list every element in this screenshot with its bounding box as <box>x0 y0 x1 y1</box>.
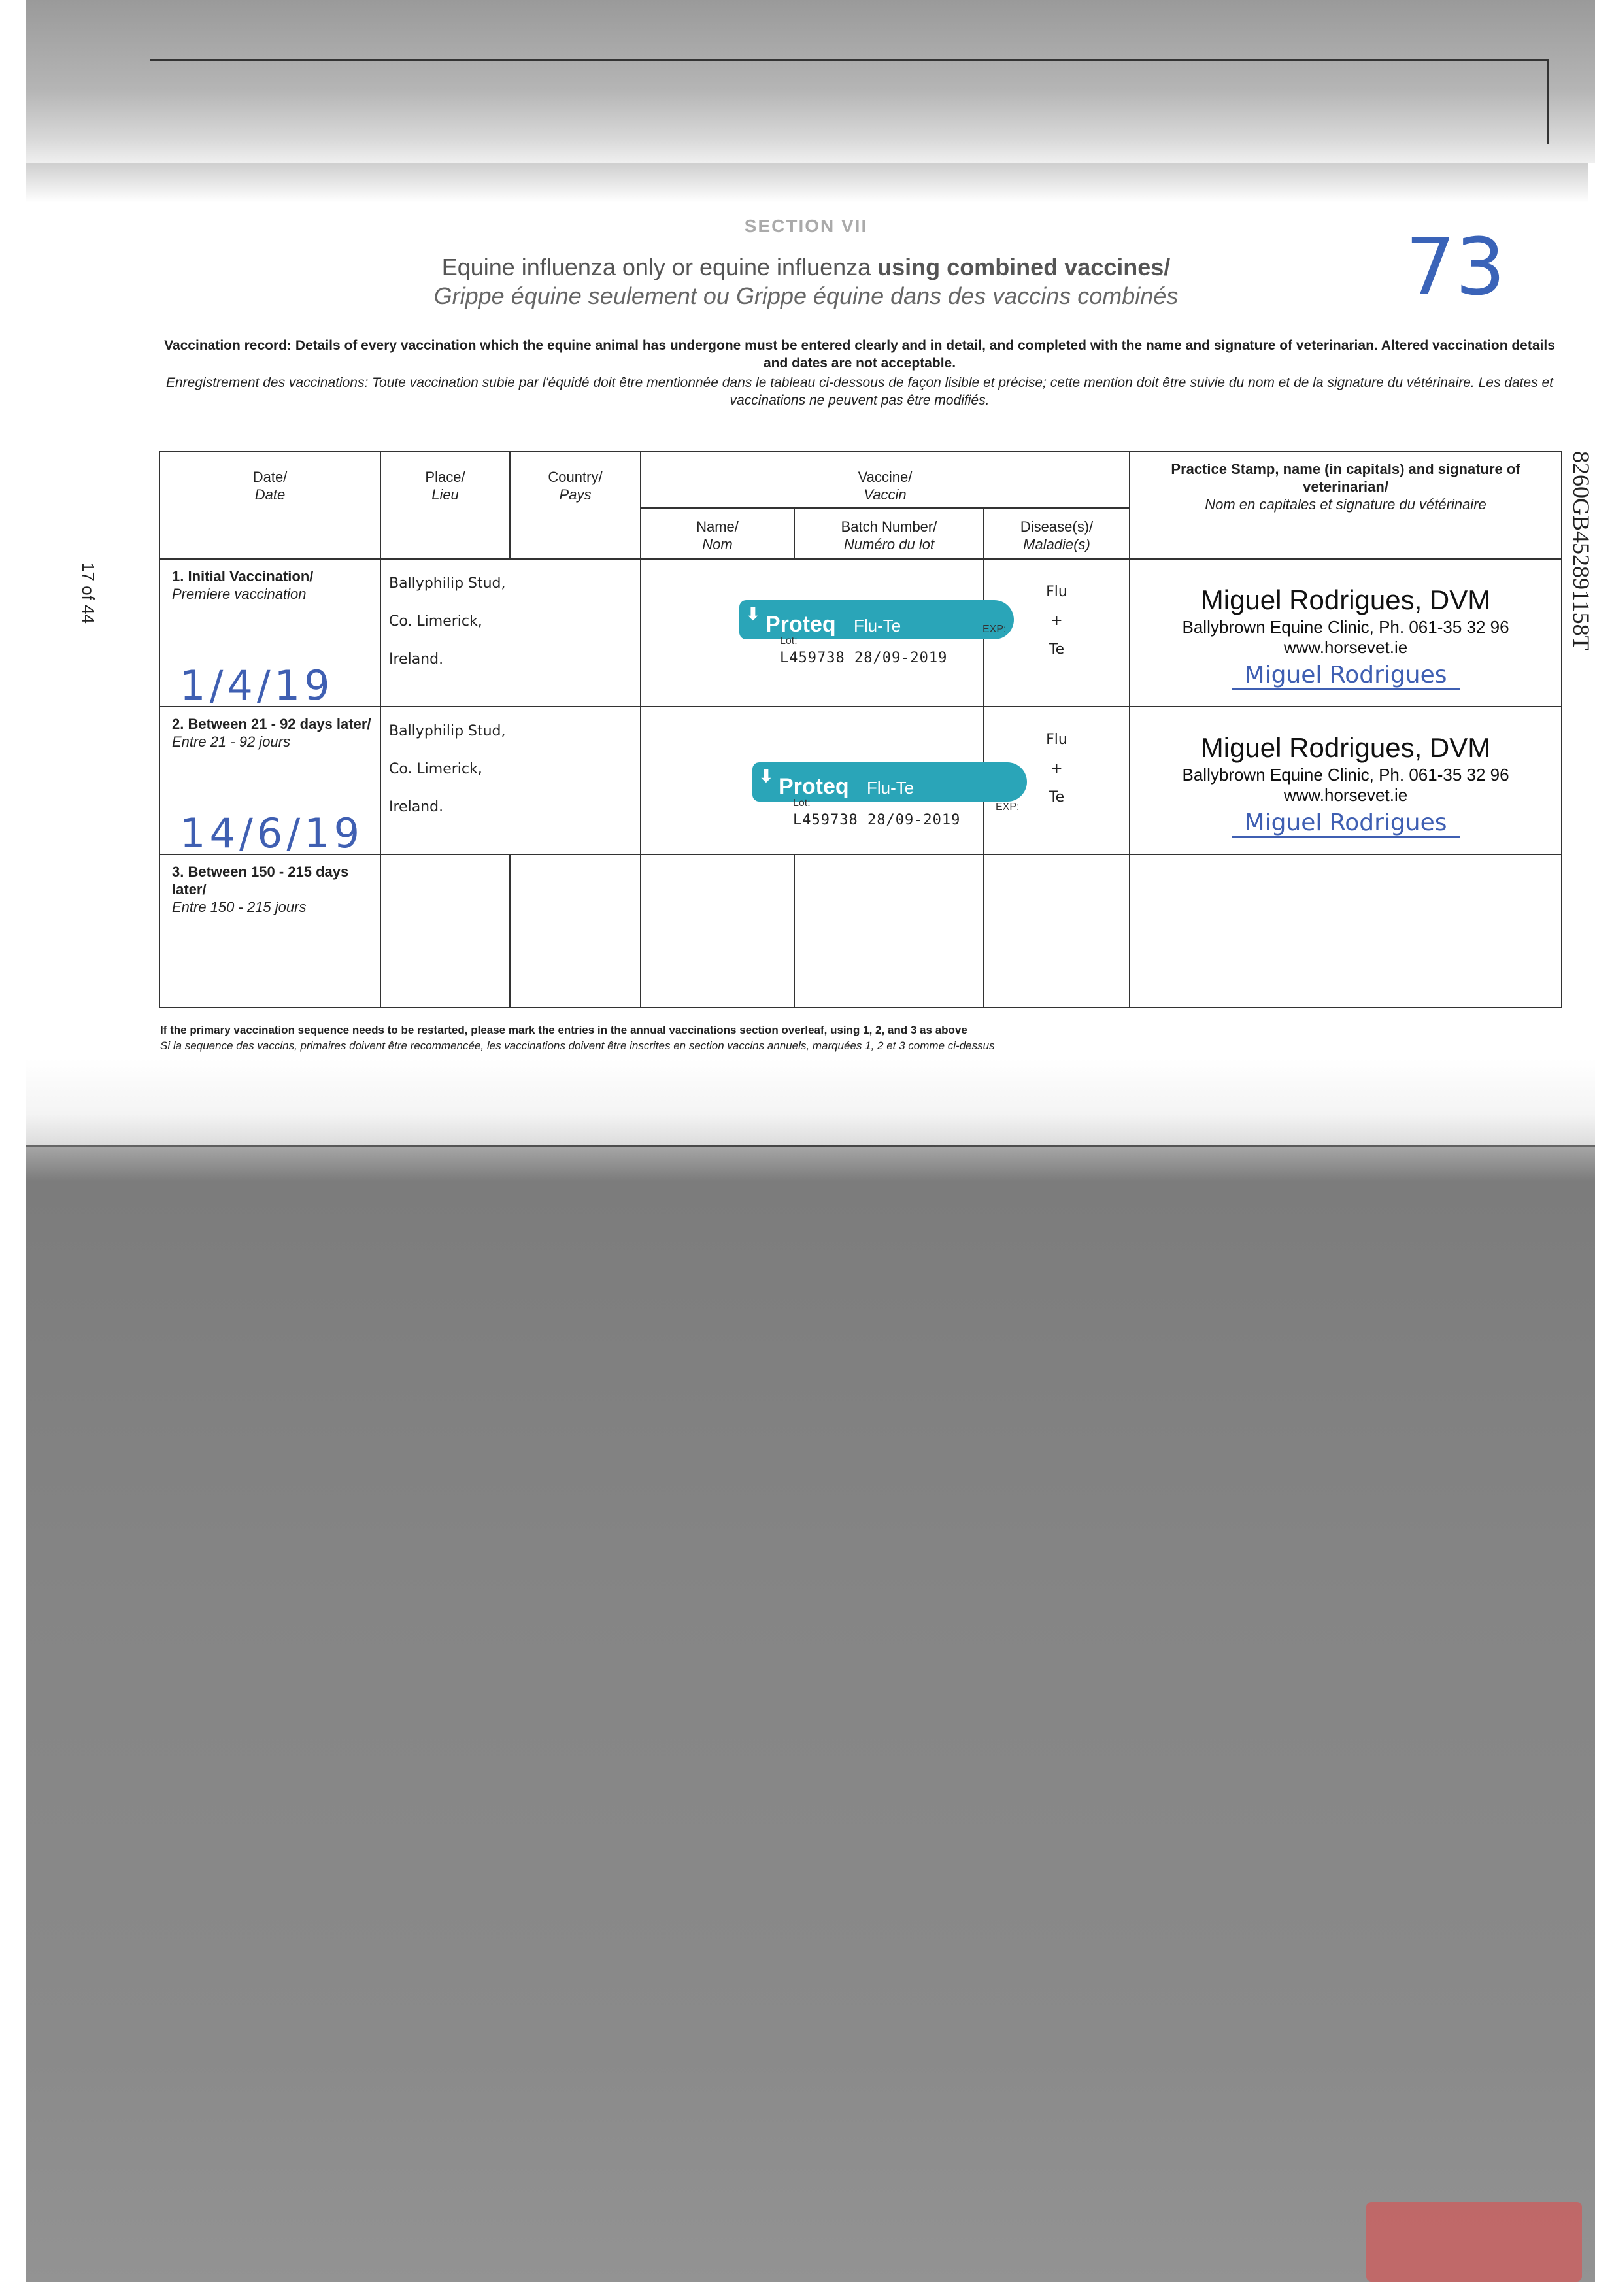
header-date <box>160 452 380 559</box>
heading-french: Grippe équine seulement ou Grippe équine dans des vaccins combinés <box>433 282 1179 309</box>
vet-name: Miguel Rodrigues, DVM <box>1200 584 1491 615</box>
practice-stamp-cell <box>1130 854 1562 1007</box>
header-name <box>641 508 794 559</box>
practice-stamp-cell <box>1130 707 1562 854</box>
vet-signature: Miguel Rodrigues <box>1232 809 1460 838</box>
place-cell <box>380 854 510 1007</box>
lot-value: L459738 28/09-2019 <box>780 650 948 666</box>
vaccine-sticker <box>752 762 1040 832</box>
place-line: Ballyphilip Stud, <box>389 575 506 592</box>
header-date-fr: Date <box>254 486 286 503</box>
heading-english <box>0 254 1612 281</box>
header-country-fr: Pays <box>559 486 592 503</box>
header-vaccine <box>641 452 1130 508</box>
disease-line: Flu <box>1046 584 1067 600</box>
vaccine-product: Flu-Te <box>867 778 915 798</box>
vet-name: Miguel Rodrigues, DVM <box>1200 732 1491 763</box>
row-label-cell <box>160 559 380 707</box>
handwritten-page-number: 73 <box>1405 222 1505 313</box>
header-vaccine-fr: Vaccin <box>864 486 907 503</box>
disease-line: Te <box>1049 641 1065 658</box>
row-label-en: 2. Between 21 - 92 days later/ <box>172 716 371 732</box>
handwritten-date: 1/4/19 <box>180 662 334 709</box>
row-label-cell <box>160 854 380 1007</box>
row-label-fr: Entre 150 - 215 jours <box>172 899 307 915</box>
handwritten-date: 14/6/19 <box>180 809 364 857</box>
footer-note-english: If the primary vaccination sequence needs to be restarted, please mark the entries in the annual vaccinations section overleaf, using 1, 2, and 3 as above <box>160 1024 967 1036</box>
header-batch-en: Batch Number/ <box>841 518 937 535</box>
table-row <box>160 854 1562 1007</box>
header-name-en: Name/ <box>696 518 739 535</box>
disease-line: Te <box>1049 789 1065 805</box>
place-line: Ireland. <box>389 651 444 667</box>
row-label-fr: Premiere vaccination <box>172 586 307 602</box>
vaccine-brand: Proteq <box>779 774 849 799</box>
header-stamp-en: Practice Stamp, name (in capitals) and signature of veterinarian/ <box>1171 461 1520 495</box>
header-disease <box>984 508 1130 559</box>
place-line: Ireland. <box>389 799 444 815</box>
table-row <box>160 559 1562 707</box>
place-line: Co. Limerick, <box>389 761 482 777</box>
vet-website: www.horsevet.ie <box>1283 785 1408 805</box>
instructions-french: Enregistrement des vaccinations: Toute vaccination subie par l'équidé doit être mentionnée dans le tableau ci-dessous de façon lisible et précise; cette mention doit être suivie du nom et de la signature du vétérinaire. Les dates et vaccinations ne peuvent pas être modifiés. <box>166 375 1553 408</box>
header-disease-en: Disease(s)/ <box>1020 518 1094 535</box>
header-country <box>510 452 641 559</box>
scan-shadow-band <box>26 163 1588 203</box>
scan-red-mark <box>1366 2202 1582 2282</box>
place-line: Co. Limerick, <box>389 613 482 630</box>
row-label-cell <box>160 707 380 857</box>
vet-clinic: Ballybrown Equine Clinic, Ph. 061-35 32 96 <box>1182 617 1509 637</box>
header-practice-stamp <box>1130 452 1562 559</box>
country-cell <box>510 854 641 1007</box>
lot-value: L459738 28/09-2019 <box>793 812 961 828</box>
vaccine-sticker <box>739 600 1027 669</box>
side-passport-id: 8260GB452891158T <box>1568 451 1594 650</box>
header-place-fr: Lieu <box>431 486 459 503</box>
vaccine-brand: Proteq <box>765 612 836 637</box>
scan-top-band <box>26 0 1595 163</box>
disease-line: + <box>1050 613 1063 629</box>
header-vaccine-en: Vaccine/ <box>858 469 913 485</box>
place-line: Ballyphilip Stud, <box>389 723 506 739</box>
heading-english-part2: using combined vaccines/ <box>877 254 1171 280</box>
vaccine-product: Flu-Te <box>854 616 901 635</box>
row-label-en: 1. Initial Vaccination/ <box>172 568 314 584</box>
exp-label: EXP: <box>982 624 1007 635</box>
previous-page-edge-vline <box>1547 59 1549 144</box>
footer-note-french: Si la sequence des vaccins, primaires doivent être recommencée, les vaccinations doivent être inscrites en section vaccins annuels, marquées 1, 2 et 3 comme ci-dessus <box>160 1039 995 1052</box>
vaccine-name-cell <box>641 854 794 1007</box>
vet-website: www.horsevet.ie <box>1283 637 1408 657</box>
exp-label: EXP: <box>996 802 1020 813</box>
header-disease-fr: Maladie(s) <box>1023 536 1090 552</box>
practice-stamp-cell <box>1130 559 1562 707</box>
disease-line: Flu <box>1046 732 1067 748</box>
header-batch-number <box>794 508 984 559</box>
place-cell <box>380 707 641 854</box>
scan-dark-area <box>26 1147 1595 2282</box>
header-date-en: Date/ <box>252 469 288 485</box>
lot-label: Lot: <box>780 635 798 647</box>
instructions-english: Vaccination record: Details of every vaccination which the equine animal has undergone must be entered clearly and in detail, and completed with the name and signature of veterinarian. Altered vaccination details and dates are not acceptable. <box>164 338 1555 371</box>
peel-arrow-icon: ⬇ <box>746 604 760 624</box>
vet-signature: Miguel Rodrigues <box>1232 662 1460 690</box>
vaccine-name-batch-cell <box>641 707 1020 854</box>
lot-label: Lot: <box>793 798 811 809</box>
header-batch-fr: Numéro du lot <box>843 536 935 552</box>
header-stamp-fr: Nom en capitales et signature du vétérinaire <box>1205 496 1486 513</box>
side-page-label: 17 of 44 <box>78 562 98 624</box>
header-place-en: Place/ <box>425 469 465 485</box>
vaccine-sticker-tab <box>752 762 1027 802</box>
disease-line: + <box>1050 760 1063 777</box>
row-label-en: 3. Between 150 - 215 days later/ <box>172 864 349 898</box>
vaccine-sticker-tab <box>739 600 1014 639</box>
vaccine-name-batch-cell <box>641 559 1007 707</box>
disease-cell <box>984 854 1130 1007</box>
table-row <box>160 707 1562 854</box>
batch-number-cell <box>794 854 984 1007</box>
scan-fade-band <box>26 1059 1595 1151</box>
header-place <box>380 452 510 559</box>
peel-arrow-icon: ⬇ <box>759 766 773 786</box>
row-label-fr: Entre 21 - 92 jours <box>172 734 290 750</box>
place-cell <box>380 559 641 707</box>
header-name-fr: Nom <box>702 536 733 552</box>
vaccination-table <box>159 451 1562 1008</box>
vet-clinic: Ballybrown Equine Clinic, Ph. 061-35 32 96 <box>1182 765 1509 785</box>
section-title: SECTION VII <box>744 216 868 236</box>
header-country-en: Country/ <box>548 469 603 485</box>
heading-english-part1: Equine influenza only or equine influenza <box>441 254 878 280</box>
previous-page-edge-line <box>150 59 1549 61</box>
